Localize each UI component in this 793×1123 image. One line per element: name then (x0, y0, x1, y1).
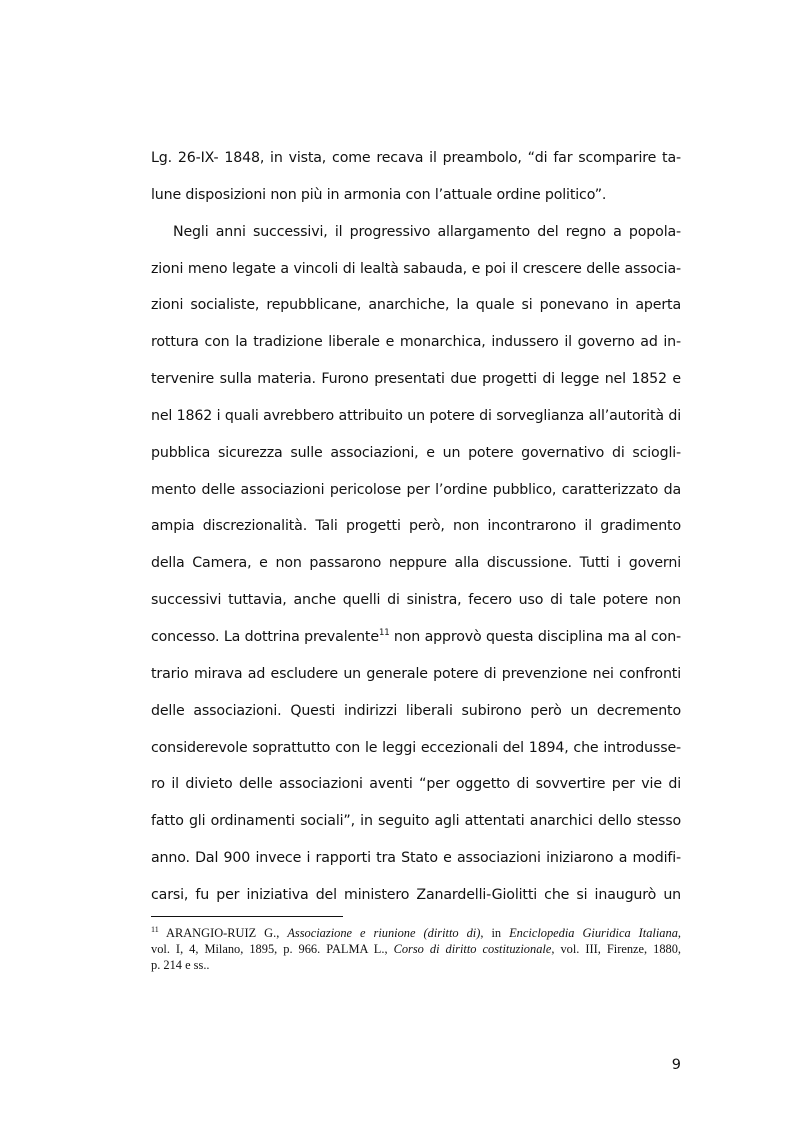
text-line: Negli anni successivi, il progressivo allargamento del regno a popola- (173, 223, 681, 240)
text-line: rottura con la tradizione liberale e monarchica, indussero il governo ad in- (151, 334, 681, 351)
text-line: ro il divieto delle associazioni aventi “per oggetto di sovvertire per vie di (151, 776, 681, 793)
text-line: carsi, fu per iniziativa del ministero Zanardelli-Giolitti che si inaugurò un (151, 886, 681, 903)
footnote-number: 11 (151, 925, 159, 934)
text-line: della Camera, e non passarono neppure alla discussione. Tutti i governi (151, 555, 681, 572)
text-line: considerevole soprattutto con le leggi eccezionali del 1894, che introdusse- (151, 739, 681, 756)
footnote-separator (151, 916, 343, 917)
footnote-author: ARANGIO-RUIZ G., (158, 926, 288, 940)
footnote-text: , in (480, 926, 510, 940)
footnote-title: Corso di diritto costituzionale (393, 942, 552, 956)
text-segment: non approvò questa disciplina ma al con- (389, 628, 682, 645)
footnote-line (151, 925, 681, 941)
text-line: tervenire sulla materia. Furono presentati due progetti di legge nel 1852 e (151, 371, 681, 388)
footnote-line (151, 941, 681, 957)
footnote-text: , (677, 926, 681, 940)
text-line: Lg. 26-IX- 1848, in vista, come recava il preambolo, “di far scomparire ta- (151, 150, 681, 166)
text-line: delle associazioni. Questi indirizzi liberali subirono però un decremento (151, 702, 681, 719)
footnote-reference[interactable]: 11 (378, 627, 390, 638)
footnote-title: Associazione e riunione (diritto di) (287, 926, 481, 940)
footnote-line: p. 214 e ss.. (151, 958, 210, 972)
text-line: anno. Dal 900 invece i rapporti tra Stato e associazioni iniziarono a modifi- (151, 850, 681, 867)
footnote-text: vol. I, 4, Milano, 1895, p. 966. PALMA L., (151, 942, 394, 956)
page-number: 9 (671, 1057, 681, 1073)
text-line: zioni meno legate a vincoli di lealtà sabauda, e poi il crescere delle associa- (151, 260, 681, 277)
footnote-text: , vol. III, Firenze, 1880, (551, 942, 682, 956)
text-line: nel 1862 i quali avrebbero attribuito un potere di sorveglianza all’autorità di (151, 407, 681, 424)
text-line: fatto gli ordinamenti sociali”, in seguito agli attentati anarchici dello stesso (151, 813, 681, 830)
footnote (151, 925, 681, 973)
text-line: ampia discrezionalità. Tali progetti però, non incontrarono il gradimento (151, 518, 681, 535)
body-text (151, 147, 681, 921)
text-line: mento delle associazioni pericolose per l’ordine pubblico, caratterizzato da (151, 481, 681, 498)
text-line-with-footnote-ref (151, 626, 681, 663)
text-line: successivi tuttavia, anche quelli di sinistra, fecero uso di tale potere non (151, 592, 681, 609)
footnote-source: Enciclopedia Giuridica Italiana (509, 926, 678, 940)
text-segment: concesso. La dottrina prevalente (151, 628, 379, 645)
text-line: pubblica sicurezza sulle associazioni, e un potere governativo di sciogli- (151, 444, 681, 461)
text-line: lune disposizioni non più in armonia con l’attuale ordine politico”. (151, 186, 607, 203)
text-line: trario mirava ad escludere un generale potere di prevenzione nei confronti (151, 665, 681, 682)
text-line: zioni socialiste, repubblicane, anarchiche, la quale si ponevano in aperta (151, 297, 681, 314)
